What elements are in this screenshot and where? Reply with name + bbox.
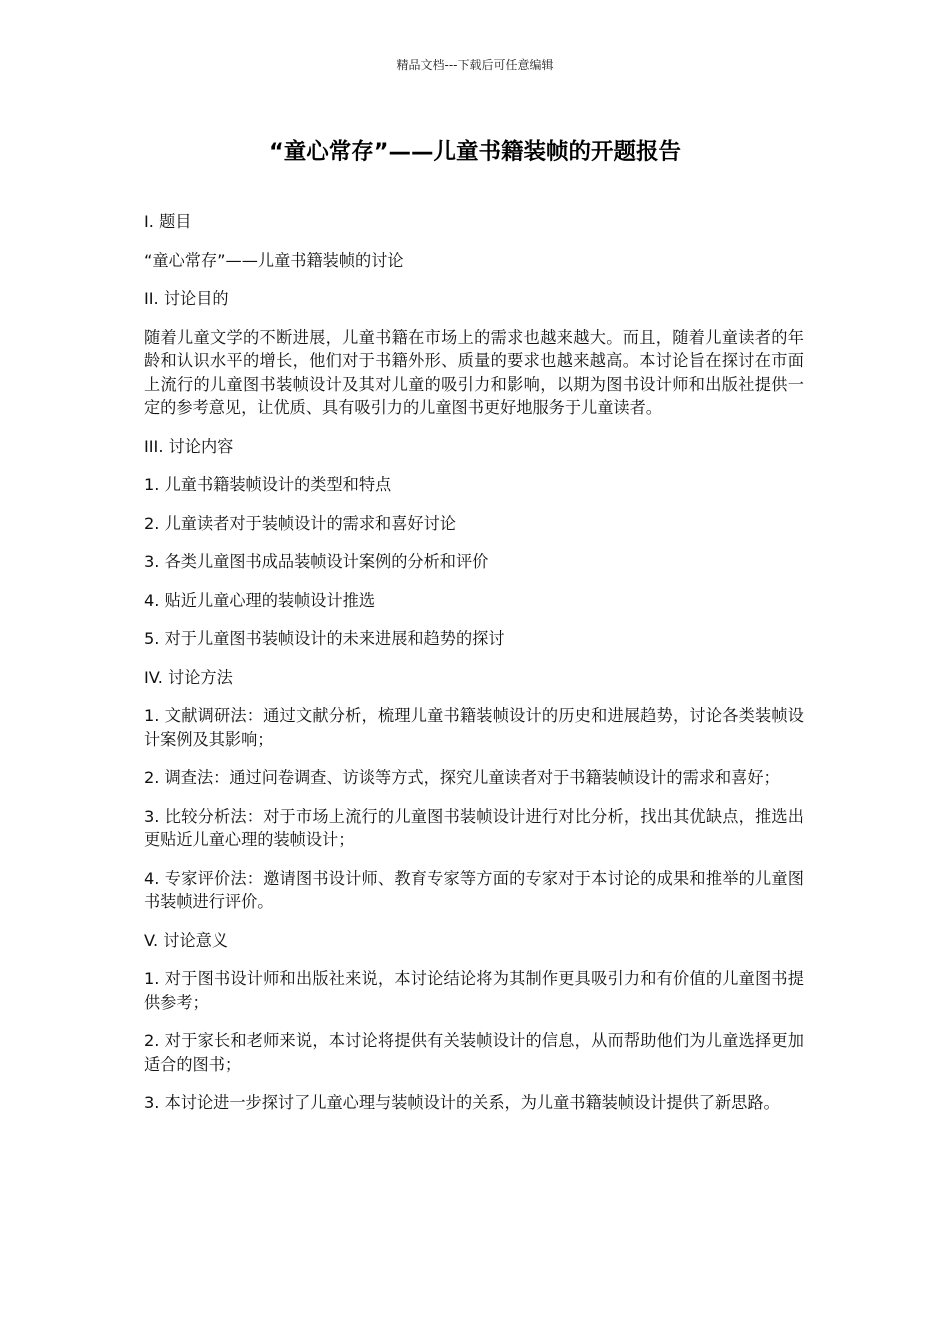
content-item: 3. 各类儿童图书成品装帧设计案例的分析和评价 <box>144 552 489 571</box>
purpose-text: 随着儿童文学的不断进展，儿童书籍在市场上的需求也越来越大。而且，随着儿童读者的年龄和认识水平的增长，他们对于书籍外形、质量的要求也越来越高。本讨论旨在探讨在市面上流行的儿童图书装帧设计及其对儿童的吸引力和影响，以期为图书设计师和出版社提供一定的参考意见，让优质、具有吸引力的儿童图书更好地服务于儿童读者。 <box>144 327 804 417</box>
document-title: “童心常存”——儿童书籍装帧的开题报告 <box>268 139 682 165</box>
content-item: 4. 贴近儿童心理的装帧设计推选 <box>144 590 376 610</box>
significance-item: 3. 本讨论进一步探讨了儿童心理与装帧设计的关系，为儿童书籍装帧设计提供了新思路。 <box>144 1093 780 1112</box>
document-body <box>144 210 804 1130</box>
method-item: 3. 比较分析法：对于市场上流行的儿童图书装帧设计进行对比分析，找出其优缺点，推选出更贴近儿童心理的装帧设计； <box>144 806 804 849</box>
content-item: 1. 儿童书籍装帧设计的类型和特点 <box>144 475 392 494</box>
section-heading-purpose: II. 讨论目的 <box>144 289 229 308</box>
content-item: 2. 儿童读者对于装帧设计的需求和喜好讨论 <box>144 513 456 533</box>
method-item: 2. 调查法：通过问卷调查、访谈等方式，探究儿童读者对于书籍装帧设计的需求和喜好； <box>144 768 780 787</box>
topic-text: “童心常存”——儿童书籍装帧的讨论 <box>144 250 404 270</box>
content-item: 5. 对于儿童图书装帧设计的未来进展和趋势的探讨 <box>144 629 505 648</box>
significance-item: 1. 对于图书设计师和出版社来说，本讨论结论将为其制作更具吸引力和有价值的儿童图书提供参考； <box>144 969 804 1012</box>
method-item: 4. 专家评价法：邀请图书设计师、教育专家等方面的专家对于本讨论的成果和推举的儿童图书装帧进行评价。 <box>144 868 804 911</box>
section-heading-significance: V. 讨论意义 <box>144 930 229 950</box>
section-heading-methods: IV. 讨论方法 <box>144 667 233 687</box>
section-heading-topic: I. 题目 <box>144 212 192 231</box>
significance-item: 2. 对于家长和老师来说，本讨论将提供有关装帧设计的信息，从而帮助他们为儿童选择更加适合的图书； <box>144 1031 804 1074</box>
page-header: 精品文档---下载后可任意编辑 <box>396 58 554 72</box>
method-item: 1. 文献调研法：通过文献分析，梳理儿童书籍装帧设计的历史和进展趋势，讨论各类装帧设计案例及其影响； <box>144 706 804 749</box>
section-heading-content: III. 讨论内容 <box>144 436 234 456</box>
